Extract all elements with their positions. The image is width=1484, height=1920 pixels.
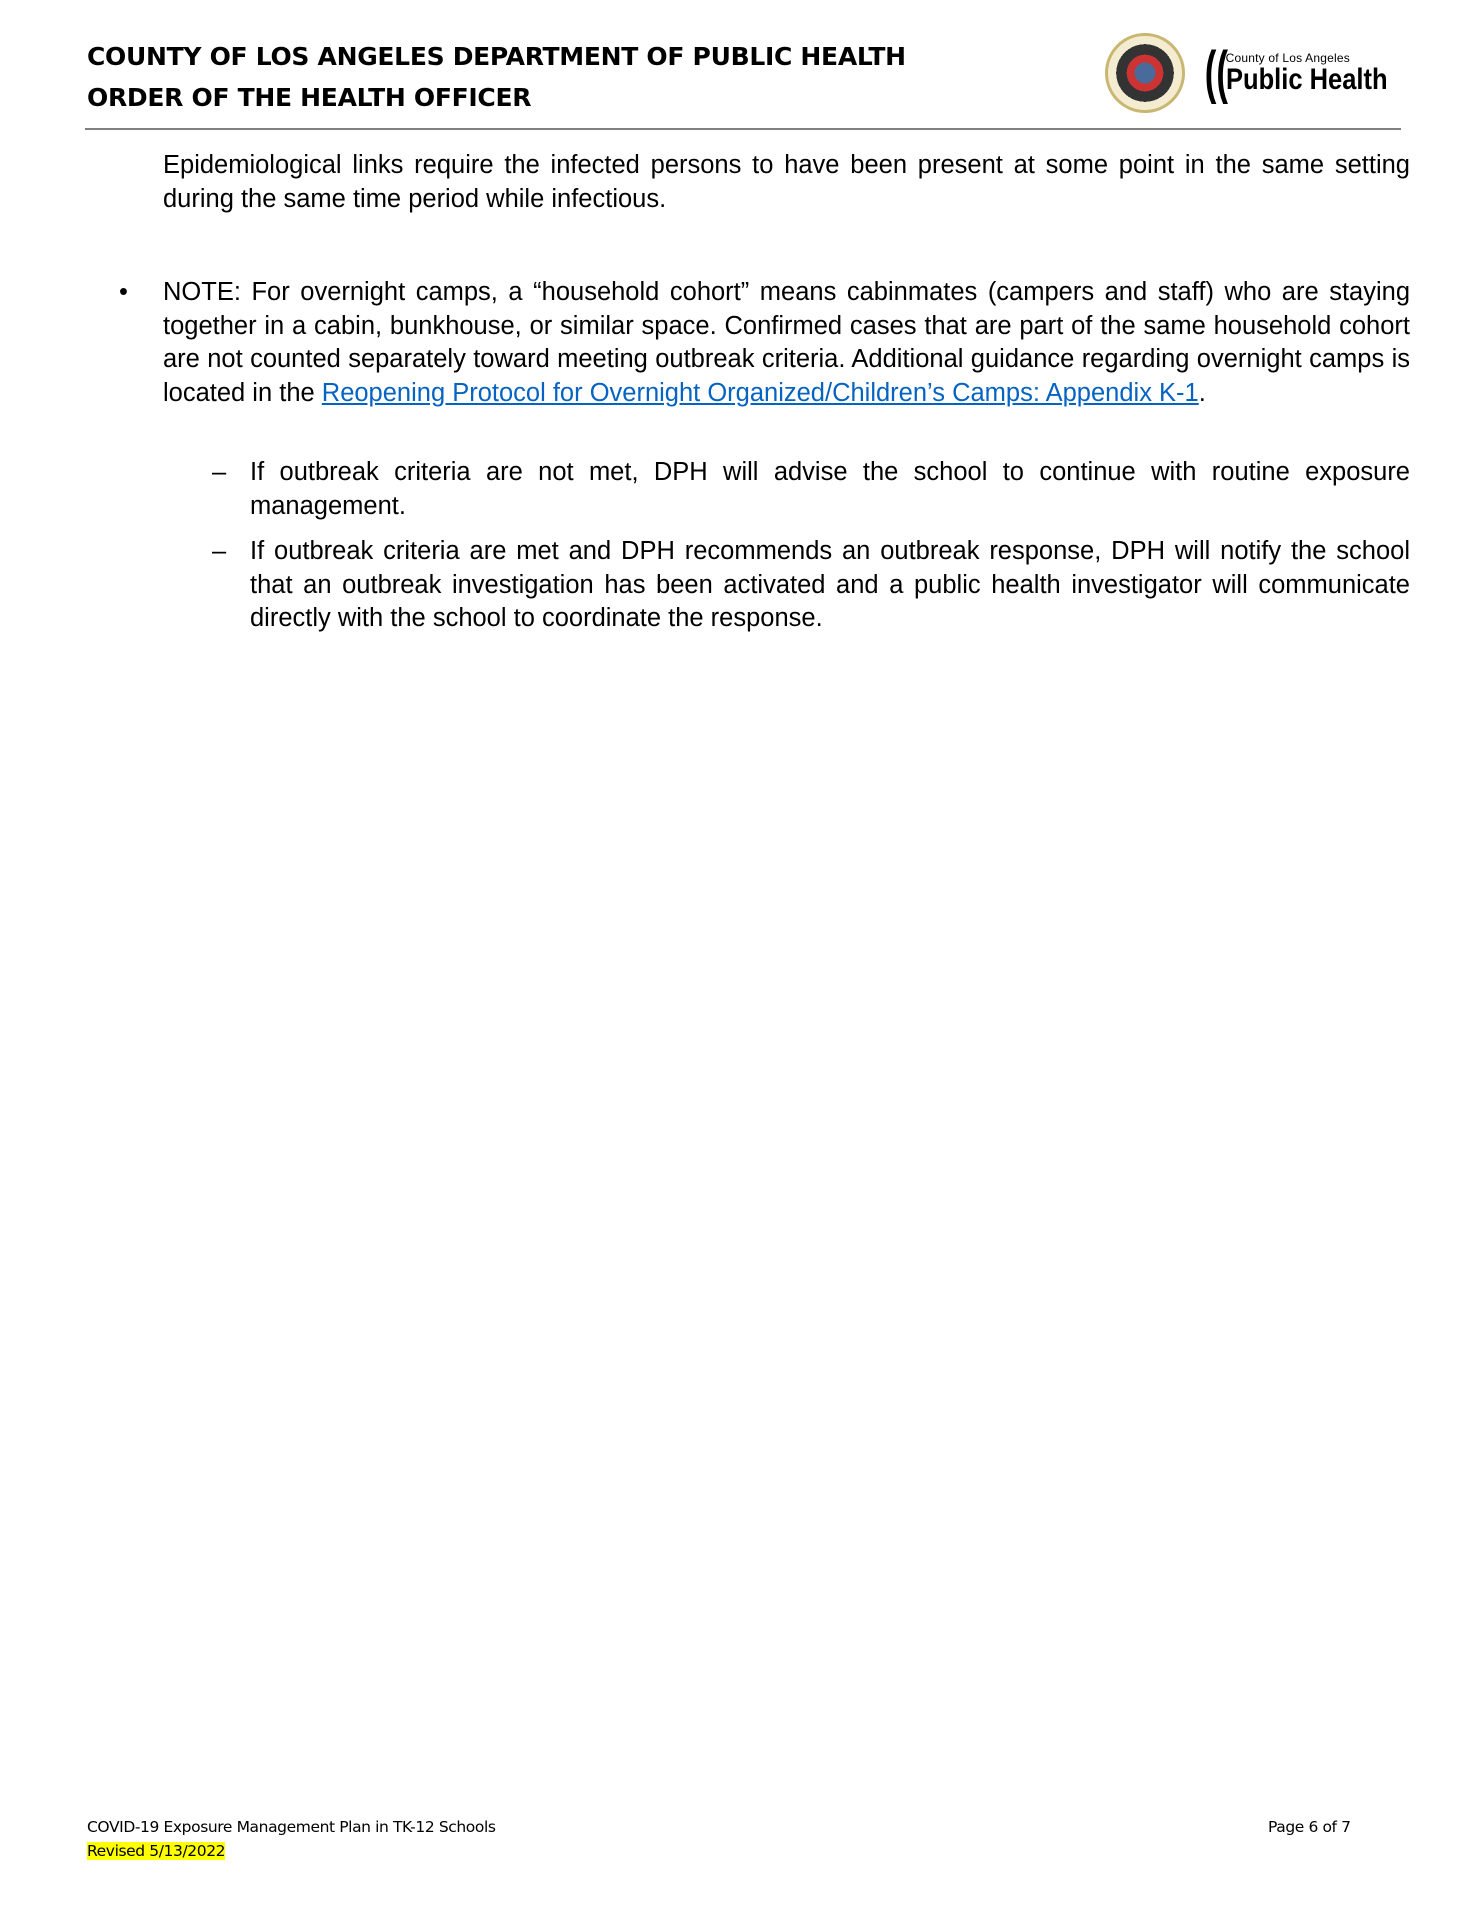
footer-page-number: Page 6 of 7 [1268,1818,1351,1836]
silhouette-icon: (( [1204,40,1228,105]
dash-icon: – [212,537,227,565]
note-bullet [119,276,1410,410]
sub-item [212,456,1410,523]
sub-item-text: If outbreak criteria are met and DPH recommends an outbreak response, DPH will notify the school that an outbreak investigation has been activated and a public health investigator will communicate directly with the school to coordinate the response. [250,537,1410,633]
header-title-line1: COUNTY OF LOS ANGELES DEPARTMENT OF PUBLIC HEALTH [87,42,906,71]
note-text: NOTE: For overnight camps, a “household cohort” means cabinmates (campers and staff) who are staying together in a cabin, bunkhouse, or similar space. Confirmed cases that are part of the same household cohort are not counted separately toward meeting outbreak criteria. Additional guidance regarding overnight camps is located in the [163,278,1410,407]
county-seal-logo [1105,33,1185,113]
sub-item [212,535,1410,636]
logo-group [1105,33,1416,113]
note-end: . [1198,378,1206,407]
logo-county-text: County of Los Angeles [1225,51,1350,65]
bullet-icon: • [119,278,128,306]
paragraph-epidemiological-links: Epidemiological links require the infected persons to have been present at some point in the same setting during the same time period while infectious. [163,151,1410,213]
footer-revised-date: Revised 5/13/2022 [87,1842,226,1860]
logo-public-health-text: Public Health [1225,63,1388,96]
dash-icon: – [212,458,227,486]
sub-item-text: If outbreak criteria are not met, DPH will advise the school to continue with routine exposure management. [250,458,1410,520]
public-health-logo [1197,40,1416,105]
header-title [87,36,906,118]
footer-doc-title: COVID-19 Exposure Management Plan in TK-12 Schools [87,1818,496,1836]
header-divider [85,128,1401,130]
header-title-line2: ORDER OF THE HEALTH OFFICER [87,83,532,112]
overnight-camps-protocol-link[interactable]: Reopening Protocol for Overnight Organized/Children’s Camps: Appendix K-1 [321,378,1199,407]
